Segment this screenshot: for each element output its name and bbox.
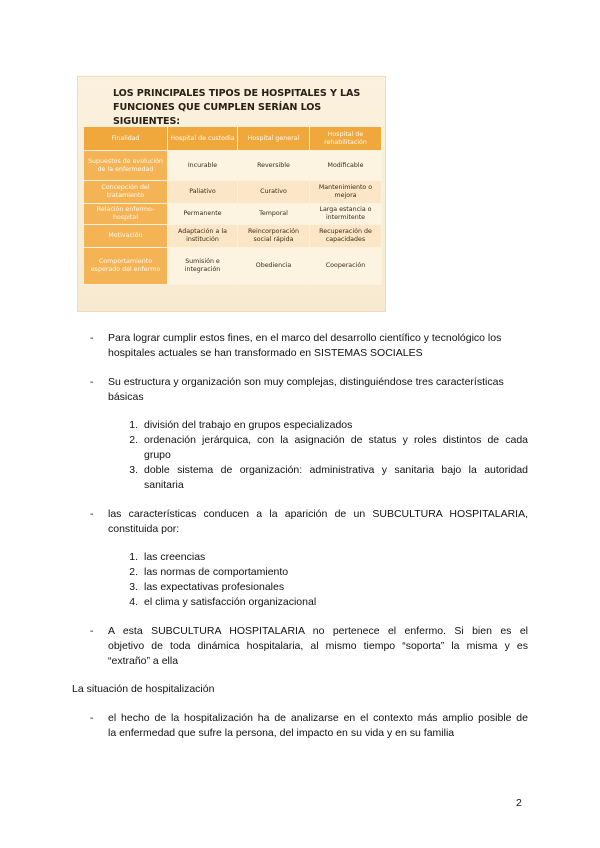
table-cell: Larga estancia o intermitente: [310, 204, 382, 225]
table-cell: Permanente: [168, 204, 238, 225]
table-cell: Reincorporación social rápida: [238, 225, 310, 248]
table-header-row: [84, 127, 382, 151]
bullet-paragraph: Su estructura y organización son muy complejas, distinguiéndose tres características básicas: [108, 376, 504, 403]
bullet-dash: -: [90, 625, 94, 637]
list-number: 3.: [129, 464, 138, 476]
bullet-paragraph: A esta SUBCULTURA HOSPITALARIA no pertenece el enfermo. Si bien es el objetivo de toda dinámica hospitalaria, al mismo tiempo “soporta” la misma y es “extraño” a ella: [108, 625, 528, 667]
table-header: Hospital de rehabilitación: [310, 127, 382, 151]
list-item: las normas de comportamiento: [144, 566, 289, 578]
row-label: Supuestos de evolución de la enfermedad: [84, 151, 168, 181]
table-cell: Temporal: [238, 204, 310, 225]
table-row: [84, 204, 382, 225]
page-number: 2: [516, 797, 522, 809]
hospital-types-table: [83, 126, 382, 285]
hospital-types-figure: [77, 76, 386, 312]
list-item: el clima y satisfacción organizacional: [144, 596, 317, 608]
bullet-dash: -: [90, 332, 94, 344]
bullet-dash: -: [90, 712, 94, 724]
list-item: ordenación jerárquica, con la asignación de status y roles distintos de cada grupo: [144, 434, 528, 461]
table-cell: Sumisión e integración: [168, 248, 238, 285]
bullet-paragraph: el hecho de la hospitalización ha de analizarse en el contexto más amplio posible de la enfermedad que sufre la persona, del impacto en su vida y en su familia: [108, 712, 528, 739]
list-item: división del trabajo en grupos especializados: [144, 419, 353, 431]
row-label: Comportamiento esperado del enfermo: [84, 248, 168, 285]
section-heading: La situación de hospitalización: [72, 683, 215, 695]
list-number: 3.: [129, 581, 138, 593]
table-cell: Paliativo: [168, 181, 238, 204]
table-header: Hospital general: [238, 127, 310, 151]
table-cell: Adaptación a la institución: [168, 225, 238, 248]
table-row: [84, 181, 382, 204]
table-cell: Obediencia: [238, 248, 310, 285]
table-cell: Curativo: [238, 181, 310, 204]
table-cell: Recuperación de capacidades: [310, 225, 382, 248]
table-row: [84, 151, 382, 181]
table-cell: Reversible: [238, 151, 310, 181]
list-number: 2.: [129, 434, 138, 446]
table-cell: Mantenimiento o mejora: [310, 181, 382, 204]
table-header: Finalidad: [84, 127, 168, 151]
table-cell: Modificable: [310, 151, 382, 181]
row-label: Concepción del tratamiento: [84, 181, 168, 204]
list-number: 4.: [129, 596, 138, 608]
row-label: Motivación: [84, 225, 168, 248]
list-number: 1.: [129, 419, 138, 431]
bullet-paragraph: Para lograr cumplir estos fines, en el marco del desarrollo científico y tecnológico los hospitales actuales se han transformado en SISTEMAS SOCIALES: [108, 332, 502, 359]
bullet-dash: -: [90, 508, 94, 520]
table-row: [84, 225, 382, 248]
list-number: 2.: [129, 566, 138, 578]
list-item: las creencias: [144, 551, 206, 563]
bullet-paragraph: las características conducen a la aparición de un SUBCULTURA HOSPITALARIA, constituida por:: [108, 508, 528, 535]
table-cell: Cooperación: [310, 248, 382, 285]
table-header: Hospital de custodia: [168, 127, 238, 151]
bullet-dash: -: [90, 376, 94, 388]
list-item: doble sistema de organización: administrativa y sanitaria bajo la autoridad sanitaria: [144, 464, 528, 491]
row-label: Relación enfermo-hospital: [84, 204, 168, 225]
list-item: las expectativas profesionales: [144, 581, 285, 593]
figure-title: LOS PRINCIPALES TIPOS DE HOSPITALES Y LAS FUNCIONES QUE CUMPLEN SERÍAN LOS SIGUIENTES:: [113, 88, 361, 127]
table-row: [84, 248, 382, 285]
list-number: 1.: [129, 551, 138, 563]
table-cell: Incurable: [168, 151, 238, 181]
